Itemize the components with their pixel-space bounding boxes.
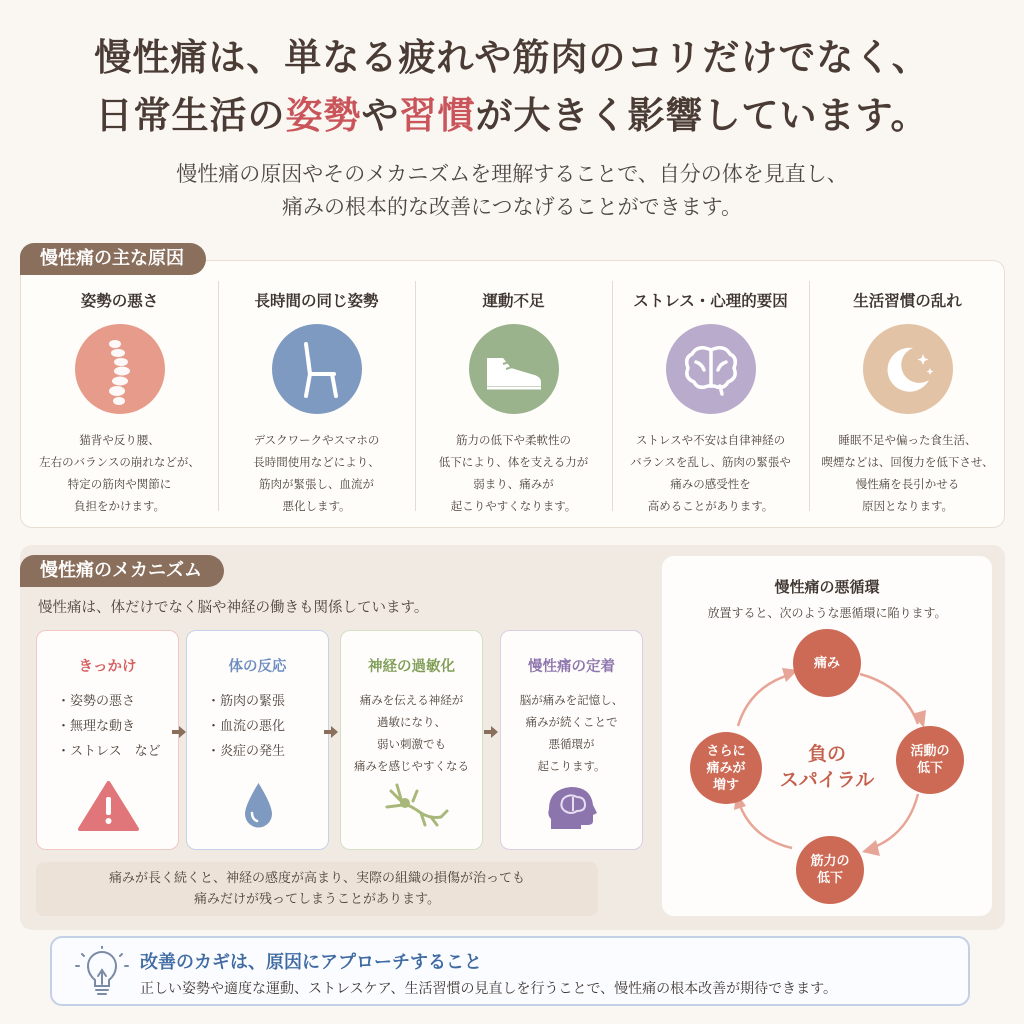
headline-line1: 慢性痛は、単なる疲れや筋肉のコリだけでなく、 xyxy=(94,35,930,79)
lead-line1: 慢性痛の原因やそのメカニズムを理解することで、自分の体を見直し、 xyxy=(176,162,848,186)
card-text-line: 起こります。 xyxy=(537,759,606,773)
cause-long-posture xyxy=(218,261,415,529)
cause-desc-line: 弱まり、痛みが xyxy=(473,477,554,491)
cause-title: ストレス・心理的要因 xyxy=(633,292,788,310)
cause-desc-line: 左右のバランスの崩れなどが、 xyxy=(39,455,200,469)
cause-description xyxy=(415,429,612,517)
headline-line2-mid: や xyxy=(361,93,400,137)
node-label: 痛み xyxy=(813,655,840,671)
card-text-line: 過敏になり、 xyxy=(377,715,446,729)
headline-line2-pre: 日常生活の xyxy=(95,93,286,137)
negative-spiral-label xyxy=(767,741,887,793)
cause-title: 生活習慣の乱れ xyxy=(853,292,962,310)
causes-panel xyxy=(20,260,1005,528)
moon-icon xyxy=(863,324,953,414)
card-text xyxy=(341,689,482,777)
cause-desc-line: 喫煙などは、回復力を低下させ、 xyxy=(821,455,994,469)
card-nerve-sensitization xyxy=(340,630,483,850)
cause-description xyxy=(218,429,415,517)
node-label-line: 低下 xyxy=(816,871,843,886)
drop-icon xyxy=(187,781,328,835)
node-label xyxy=(910,743,949,777)
card-text-line: 脳が痛みを記憶し、 xyxy=(519,693,624,707)
card-list xyxy=(57,689,161,764)
card-trigger xyxy=(36,630,179,850)
cycle-node-muscle-decline xyxy=(796,836,864,904)
list-item: ・筋肉の緊張 xyxy=(207,694,286,709)
cause-desc-line: 慢性痛を長引かせる xyxy=(855,477,960,491)
cause-desc-line: ストレスや不安は自律神経の xyxy=(635,433,786,447)
vicious-cycle-panel xyxy=(662,556,992,916)
card-title: きっかけ xyxy=(78,659,137,675)
cycle-node-pain-increase xyxy=(690,732,762,804)
cause-description xyxy=(809,429,1006,517)
neuron-icon xyxy=(341,781,482,835)
card-text-line: 痛みが続くことで xyxy=(525,715,618,729)
cycle-title: 慢性痛の悪循環 xyxy=(774,578,880,596)
card-title: 体の反応 xyxy=(228,659,287,675)
shoe-icon xyxy=(469,324,559,414)
card-body-reaction xyxy=(186,630,329,850)
cycle-subtitle: 放置すると、次のような悪循環に陥ります。 xyxy=(707,606,947,620)
cause-desc-line: 長時間使用などにより、 xyxy=(253,455,380,469)
list-item: ・姿勢の悪さ xyxy=(57,694,136,709)
headline-line2-post: が大きく影響しています。 xyxy=(475,93,929,137)
cycle-node-pain xyxy=(793,629,861,697)
cause-desc-line: 低下により、体を支える力が xyxy=(438,455,589,469)
node-label-line: 増す xyxy=(712,777,739,793)
node-label-line: 活動の xyxy=(910,744,950,759)
list-item: ・無理な動き xyxy=(57,719,136,734)
mechanism-subtitle: 慢性痛は、体だけでなく脳や神経の働きも関係しています。 xyxy=(38,600,429,616)
cause-desc-line: 睡眠不足や偏った食生活、 xyxy=(838,433,977,447)
cause-desc-line: バランスを乱し、筋肉の緊張や xyxy=(630,455,791,469)
node-label-line: 低下 xyxy=(916,761,943,776)
arrow-right-icon xyxy=(172,726,186,738)
cause-desc-line: 負担をかけます。 xyxy=(73,499,166,513)
causes-tab: 慢性痛の主な原因 xyxy=(20,243,206,275)
chair-icon xyxy=(272,324,362,414)
cause-desc-line: 特定の筋肉や関節に xyxy=(67,477,172,491)
spine-icon xyxy=(75,324,165,414)
card-text-line: 痛みを伝える神経が xyxy=(359,693,464,707)
card-text-line: 弱い刺激でも xyxy=(377,737,446,751)
note-line1: 痛みが長く続くと、神経の感度が高まり、実際の組織の損傷が治っても xyxy=(108,871,525,886)
key-title: 改善のカギは、原因にアプローチすること xyxy=(140,952,482,973)
headline-highlight-posture: 姿勢 xyxy=(285,93,362,137)
headline-highlight-habit: 習慣 xyxy=(399,93,476,137)
cause-description xyxy=(612,429,809,517)
lightbulb-icon xyxy=(74,946,130,1000)
cause-title: 運動不足 xyxy=(482,292,545,310)
list-item: ・血流の悪化 xyxy=(207,719,286,734)
center-label-line: 負の xyxy=(807,743,846,765)
card-title: 慢性痛の定着 xyxy=(528,659,615,675)
mechanism-tab: 慢性痛のメカニズム xyxy=(20,555,224,587)
arrow-right-icon xyxy=(324,726,338,738)
cause-desc-line: 筋肉が緊張し、血流が xyxy=(259,477,374,491)
cause-lack-of-exercise xyxy=(415,261,612,529)
center-label-line: スパイラル xyxy=(779,769,875,791)
card-text-line: 悪循環が xyxy=(548,737,595,751)
cause-desc-line: 高めることがあります。 xyxy=(647,499,774,513)
mechanism-note xyxy=(36,862,598,916)
card-list xyxy=(207,689,285,764)
cause-desc-line: 悪化します。 xyxy=(282,499,351,513)
cause-desc-line: 筋力の低下や柔軟性の xyxy=(456,433,571,447)
arrow-right-icon xyxy=(484,726,498,738)
card-text-line: 痛みを感じやすくなる xyxy=(354,759,469,773)
card-title: 神経の過敏化 xyxy=(368,659,455,675)
cause-desc-line: 原因となります。 xyxy=(861,499,954,513)
list-item: ・炎症の発生 xyxy=(207,744,286,759)
lead-text xyxy=(0,158,1024,224)
list-item: ・ストレス など xyxy=(57,744,161,759)
headline xyxy=(0,28,1024,144)
cause-desc-line: デスクワークやスマホの xyxy=(253,433,380,447)
card-text xyxy=(501,689,642,777)
node-label-line: 痛みが xyxy=(706,760,746,776)
brain-icon xyxy=(666,324,756,414)
node-label xyxy=(810,853,849,887)
note-line2: 痛みだけが残ってしまうことがあります。 xyxy=(194,892,440,907)
cycle-node-activity-decline xyxy=(896,726,964,794)
warning-icon xyxy=(37,781,178,835)
node-label-line: 筋力の xyxy=(810,854,850,869)
headline-line2 xyxy=(0,86,1024,144)
node-label xyxy=(706,743,745,794)
lead-line2: 痛みの根本的な改善につなげることができます。 xyxy=(282,195,742,219)
cause-posture xyxy=(21,261,218,529)
cause-lifestyle xyxy=(809,261,1006,529)
cause-stress xyxy=(612,261,809,529)
cause-title: 姿勢の悪さ xyxy=(80,292,159,310)
cause-desc-line: 起こりやすくなります。 xyxy=(450,499,577,513)
node-label-line: さらに xyxy=(706,743,746,759)
cause-description xyxy=(21,429,218,517)
cause-desc-line: 痛みの感受性を xyxy=(670,477,751,491)
key-text: 正しい姿勢や適度な運動、ストレスケア、生活習慣の見直しを行うことで、慢性痛の根本改善が期待できます。 xyxy=(140,981,838,997)
head-brain-icon xyxy=(501,781,642,835)
key-box xyxy=(50,936,970,1006)
cause-title: 長時間の同じ姿勢 xyxy=(254,292,379,310)
card-chronic-fixation xyxy=(500,630,643,850)
cause-desc-line: 猫背や反り腰、 xyxy=(79,433,160,447)
